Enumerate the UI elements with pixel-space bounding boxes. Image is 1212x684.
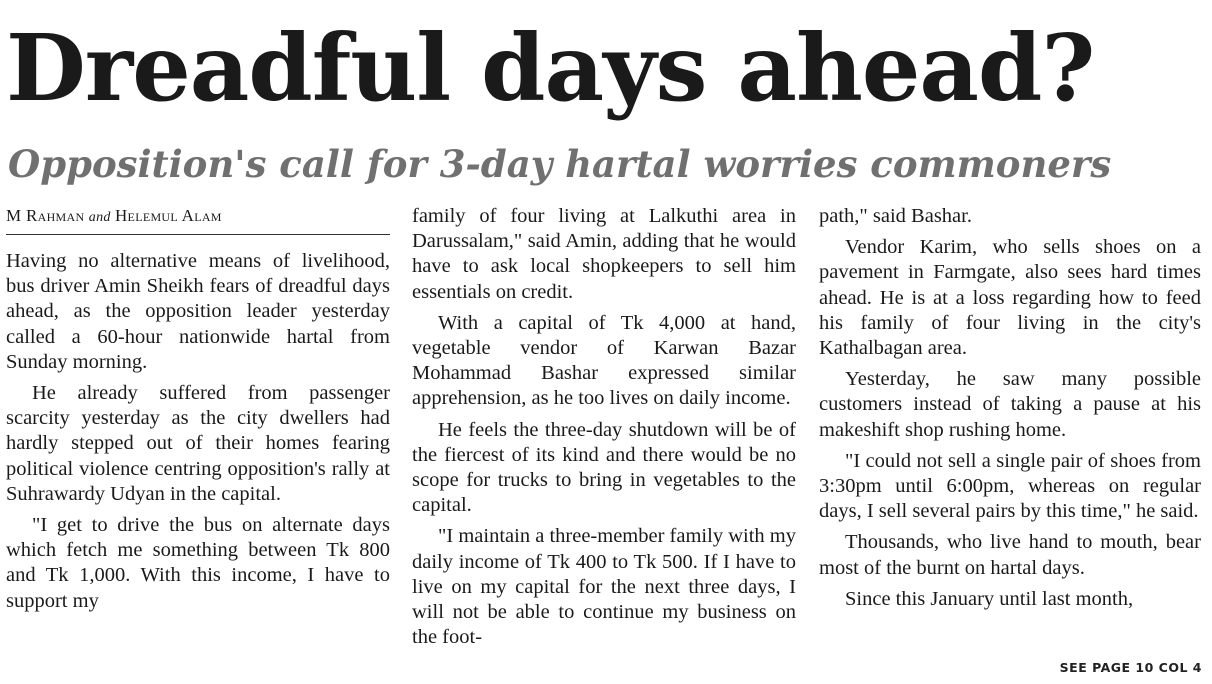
article-column-1 (6, 204, 390, 620)
paragraph: Vendor Karim, who sells shoes on a pavement in Farmgate, also sees hard times ahead. He is at a loss regarding how to feed his family of four living in the city's Kathalbagan area. (819, 236, 1201, 360)
paragraph: "I could not sell a single pair of shoes from 3:30pm until 6:00pm, whereas on regular days, I sell several pairs by this time," he said. (819, 449, 1201, 523)
paragraph: path," said Bashar. (819, 205, 972, 227)
paragraph: "I get to drive the bus on alternate days which fetch me something between Tk 800 and Tk 1,000. With this income, I have to support my (6, 514, 390, 612)
subheadline: Opposition's call for 3-day hartal worries commoners (8, 142, 1112, 186)
headline: Dreadful days ahead? (6, 14, 1095, 122)
paragraph: "I maintain a three-member family with my daily income of Tk 400 to Tk 500. If I have to live on my capital for the next three days, I will not be able to continue my business on the foot- (412, 525, 796, 649)
paragraph: Having no alternative means of livelihood, bus driver Amin Sheikh fears of dreadful days ahead, as the opposition leader yesterday called a 60-hour nationwide hartal from Sunday morning. (6, 250, 390, 373)
paragraph: He feels the three-day shutdown will be of the fiercest of its kind and there would be no scope for trucks to bring in vegetables to the capital. (412, 418, 796, 517)
paragraph: family of four living at Lalkuthi area in Darussalam," said Amin, adding that he would have to ask local shopkeepers to sell him essentials on credit. (412, 205, 796, 303)
article-column-2 (412, 204, 796, 656)
article-column-3 (819, 204, 1201, 618)
paragraph: Yesterday, he saw many possible customers instead of taking a pause at his makeshift shop rushing home. (819, 368, 1201, 441)
continuation-note: SEE PAGE 10 COL 4 (1059, 660, 1202, 675)
paragraph: He already suffered from passenger scarcity yesterday as the city dwellers had hardly stepped out of their homes fearing political violence centring opposition's rally at Suhrawardy Udyan in the capital. (6, 382, 390, 505)
paragraph: Since this January until last month, (845, 587, 1134, 610)
byline-author-1: M Rahman (6, 206, 85, 225)
byline-conjunction: and (88, 210, 111, 225)
byline-author-2: Helemul Alam (114, 206, 222, 225)
paragraph: Thousands, who live hand to mouth, bear most of the burnt on hartal days. (819, 531, 1201, 579)
byline (6, 204, 390, 235)
paragraph: With a capital of Tk 4,000 at hand, vegetable vendor of Karwan Bazar Mohammad Bashar expressed similar apprehension, as he too lives on daily income. (412, 311, 796, 410)
